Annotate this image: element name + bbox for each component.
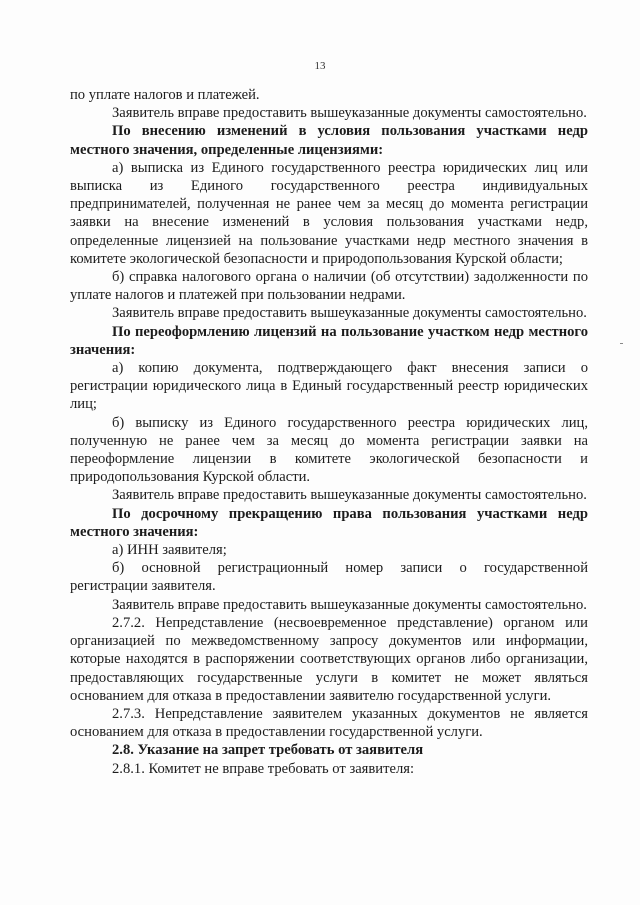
list-item-a: а) выписка из Единого государственного реестра юридических лиц или выписка из Единого государственного реестра индивидуальных предпринимателей, полученная не ранее чем за месяц до момента регистрации заявки на внесение изменений в условия пользования участками недр, определенные лицензией на пользование участками недр местного значения в комитете экологической безопасности и природопользования Курской области; — [70, 159, 588, 267]
page-number: 13 — [314, 60, 326, 72]
list-item-a: а) ИНН заявителя; — [112, 542, 227, 559]
list-item-b: б) справка налогового органа о наличии (об отсутствии) задолженности по уплате налогов и платежей при пользовании недрами. — [70, 269, 588, 304]
list-item-b: б) основной регистрационный номер записи о государственной регистрации заявителя. — [70, 560, 588, 595]
clause-2-7-2: 2.7.2. Непредставление (несвоевременное представление) органом или организацией по межведомственному запросу документов или информации, которые находятся в распоряжении соответствующих органов либо организации, предоставляющих государственные услуги в комитет не может являться основанием для отказа в предоставлении заявителю государственной услуги. — [70, 614, 588, 704]
list-item-a: а) копию документа, подтверждающего факт внесения записи о регистрации юридического лица в Единый государственный реестр юридических лиц; — [70, 360, 588, 413]
section-heading-2-8: 2.8. Указание на запрет требовать от заявителя — [112, 742, 424, 759]
paragraph-continuation: по уплате налогов и платежей. — [70, 87, 260, 103]
clause-2-7-3: 2.7.3. Непредставление заявителем указанных документов не является основанием для отказа в предоставлении государственной услуги. — [70, 705, 588, 741]
scan-mark — [620, 343, 623, 344]
paragraph-applicant-right: Заявитель вправе предоставить вышеуказанные документы самостоятельно. — [112, 105, 587, 122]
list-item-b: б) выписку из Единого государственного реестра юридических лиц, полученную не ранее чем за месяц до момента регистрации заявки на переоформление лицензии в комитете экологической безопасности и природопользования Курской области. — [70, 414, 588, 486]
section-heading-license-reissue: По переоформлению лицензий на пользование участком недр местного значения: — [70, 323, 588, 358]
section-heading-license-changes: По внесению изменений в условия пользования участками недр местного значения, определенные лицензиями: — [70, 123, 588, 158]
paragraph-applicant-right: Заявитель вправе предоставить вышеуказанные документы самостоятельно. — [112, 596, 587, 613]
paragraph-applicant-right: Заявитель вправе предоставить вышеуказанные документы самостоятельно. — [112, 305, 587, 322]
clause-2-8-1: 2.8.1. Комитет не вправе требовать от заявителя: — [112, 760, 415, 777]
document-body — [70, 86, 588, 778]
section-heading-early-termination: По досрочному прекращению права пользования участками недр местного значения: — [70, 505, 588, 540]
paragraph-applicant-right: Заявитель вправе предоставить вышеуказанные документы самостоятельно. — [112, 487, 587, 504]
